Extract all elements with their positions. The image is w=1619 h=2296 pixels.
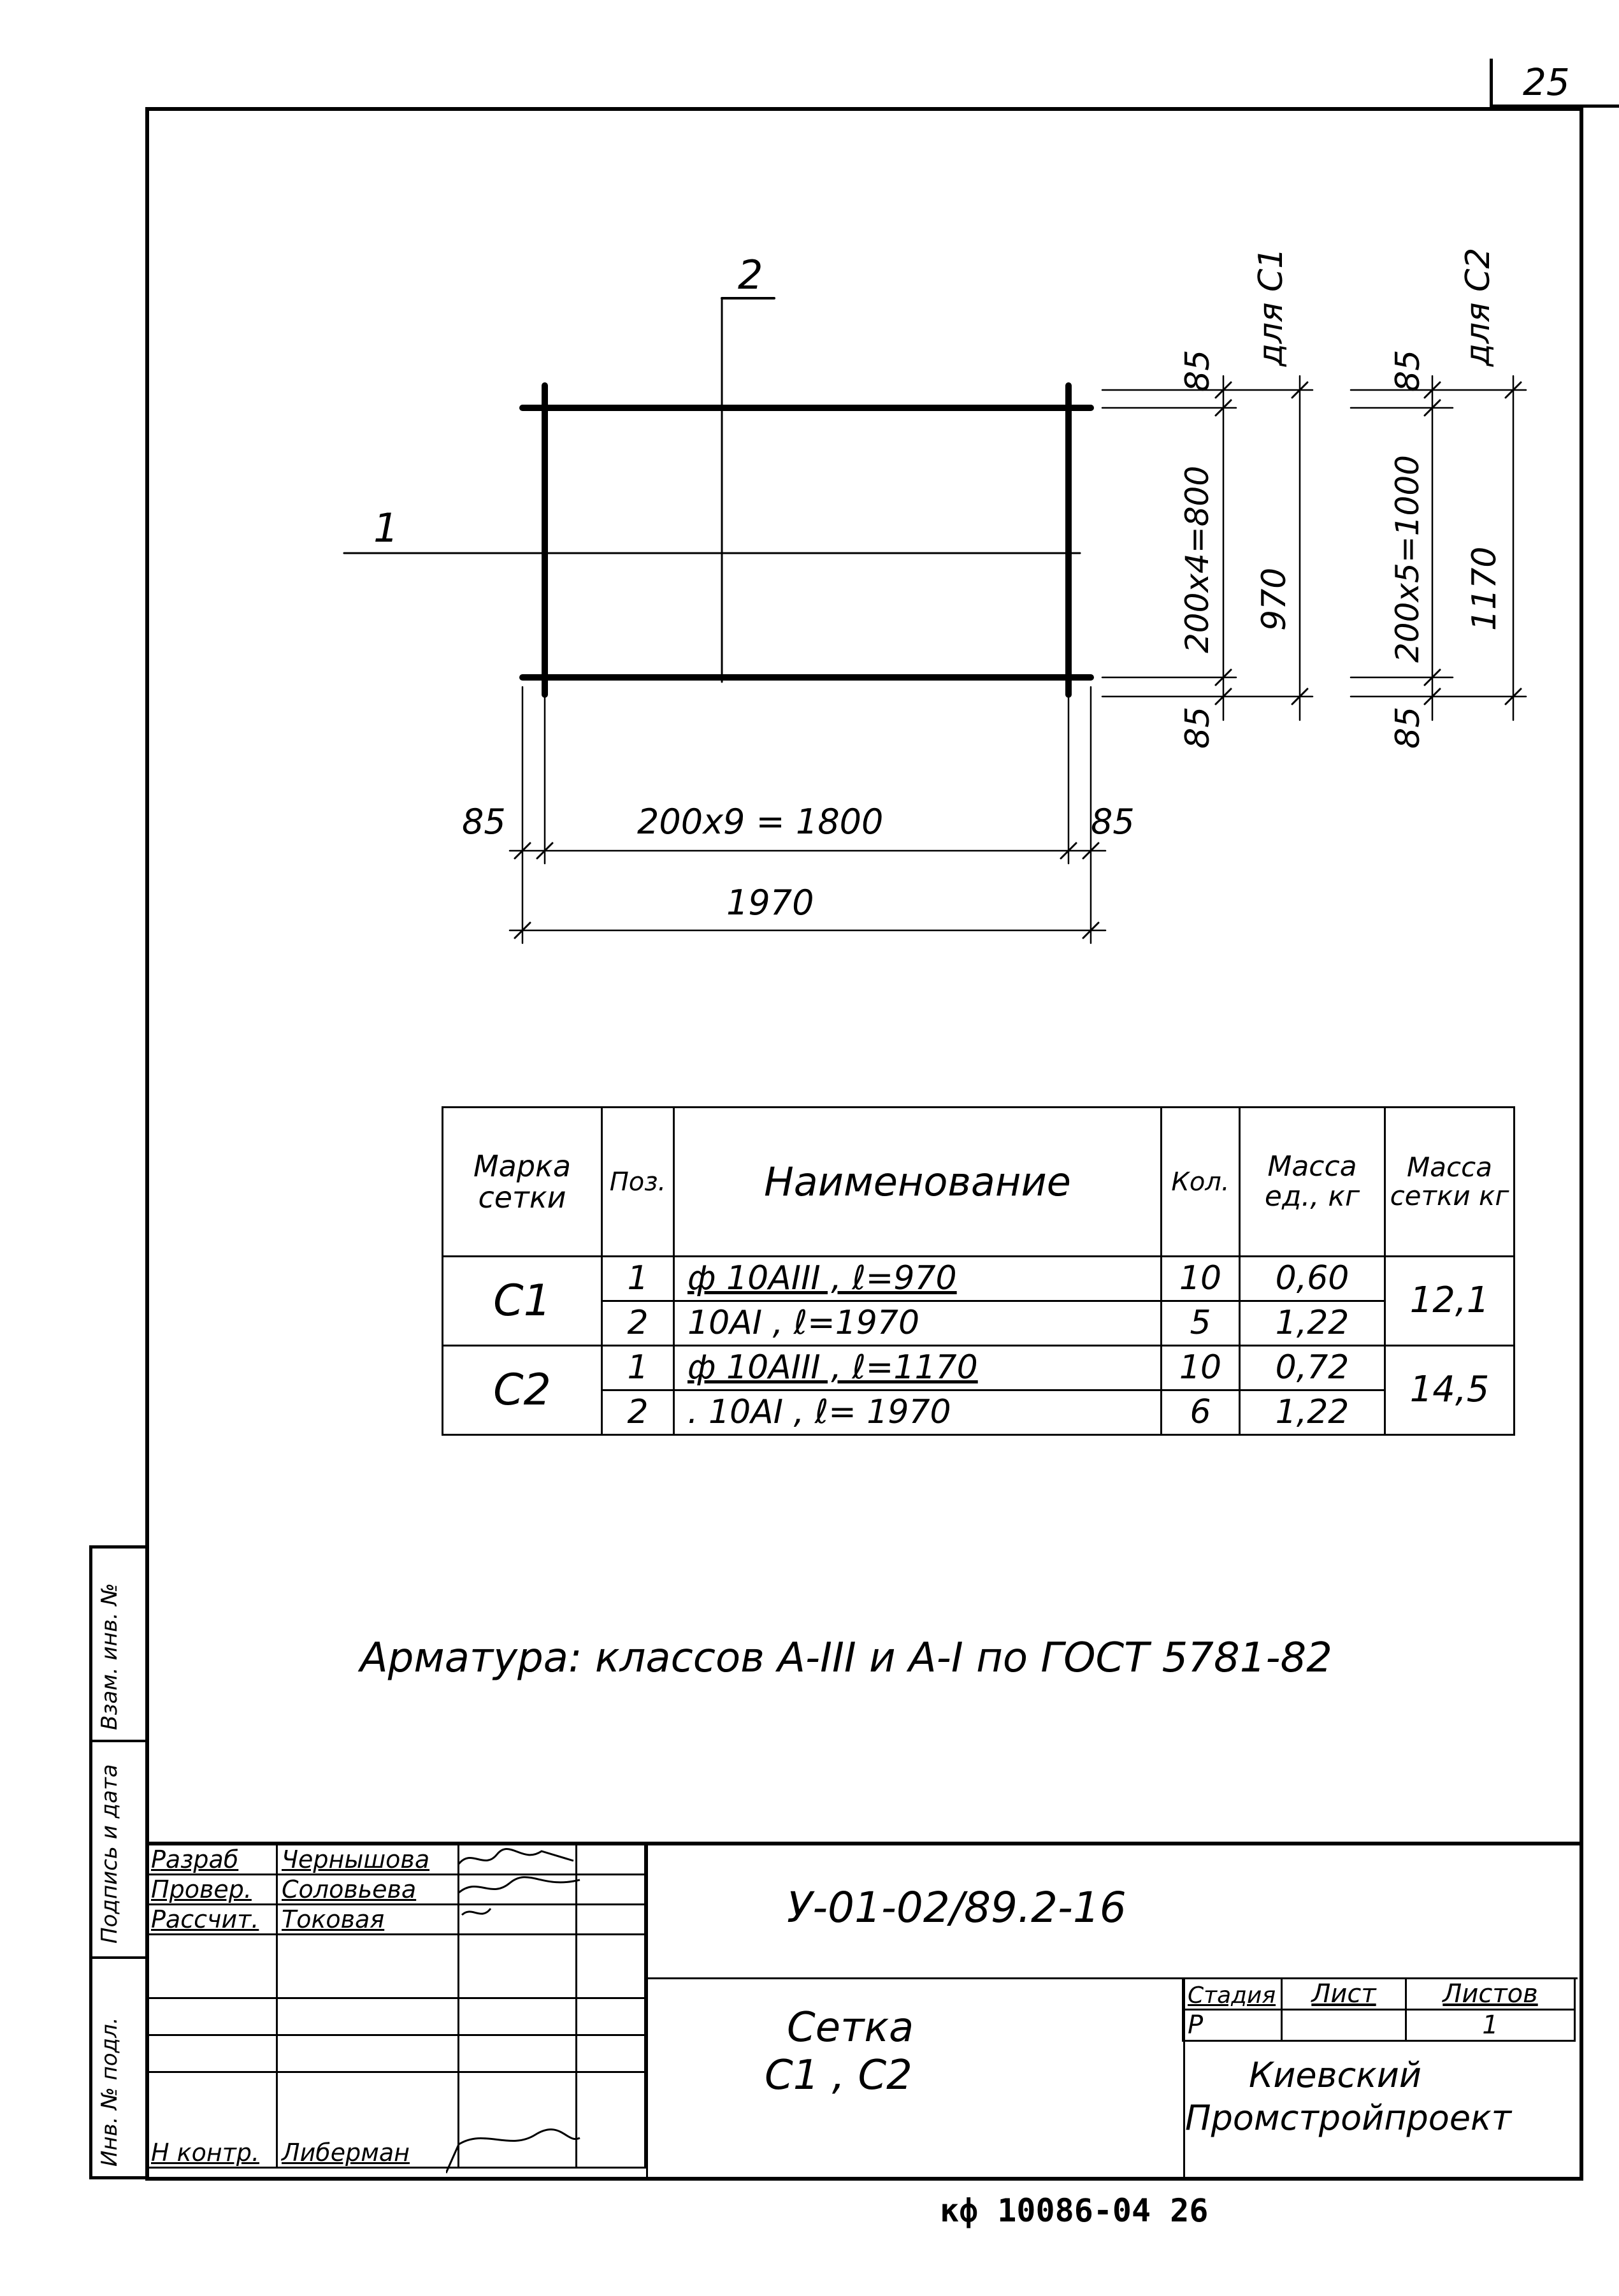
mark-c2: С2 [443,1346,602,1435]
unit-mass-cell: 0,72 [1240,1346,1385,1390]
name-cell [277,1998,459,2035]
vdim-c2-middle: 200х5=1000 [1389,455,1426,663]
side-field-inv-no: Инв. № подл. [97,2017,122,2167]
table-row [443,1390,1515,1435]
name-cell: . 10АI , ℓ= 1970 [674,1390,1162,1435]
sheets-label: Листов [1406,1979,1575,2010]
section-mark-1: 1 [373,505,399,551]
table-row [443,1301,1515,1346]
role-cell: Н контр. [147,2072,277,2168]
mark-c1: С1 [443,1257,602,1346]
unit-mass-cell: 0,60 [1240,1257,1385,1301]
qty-cell: 10 [1162,1346,1240,1390]
pos-cell: 1 [602,1257,674,1301]
spec-header-row [443,1108,1515,1257]
name-cell: 10АI , ℓ=1970 [674,1301,1162,1346]
unit-mass-cell: 1,22 [1240,1390,1385,1435]
qty-cell: 10 [1162,1257,1240,1301]
qty-cell: 6 [1162,1390,1240,1435]
name-cell: Чернышова [277,1845,459,1875]
vdim-c2-top: 85 [1389,349,1427,392]
table-row [443,1346,1515,1390]
header-mark: Марка сетки [443,1108,602,1257]
hdim-middle: 200х9 = 1800 [637,802,884,842]
table-row [443,1257,1515,1301]
pos-cell: 2 [602,1301,674,1346]
signature-scribbles [446,1845,650,2176]
vdim-c1-middle: 200х4=800 [1179,465,1216,653]
sheets-value: 1 [1406,2010,1575,2041]
spec-table [442,1106,1515,1436]
org-line-1: Киевский [1249,2055,1421,2095]
org-line-2: Промстройпроект [1185,2098,1512,2138]
mesh-mass-c2: 14,5 [1385,1346,1515,1435]
stage-value: Р [1183,2010,1282,2041]
pos-cell: 2 [602,1390,674,1435]
hdim-end-right: 85 [1091,802,1135,842]
vdim-c1-top: 85 [1179,349,1217,392]
name-cell: Соловьева [277,1875,459,1905]
qty-cell: 5 [1162,1301,1240,1346]
header-unit-mass: Масса ед., кг [1240,1108,1385,1257]
reinforcement-note: Арматура: классов А-III и А-I по ГОСТ 5781-82 [360,1635,1332,1682]
hdim-end-left: 85 [462,802,506,842]
sheet-label: Лист [1282,1979,1406,2010]
signature-norm-control [446,2130,580,2173]
sheet-value [1282,2010,1406,2041]
role-cell [147,1998,277,2035]
name-cell: ф 10АIII , ℓ=1170 [674,1346,1162,1390]
vdim-c2-bottom: 85 [1389,706,1427,749]
vdim-c2-label: для С2 [1459,247,1497,366]
role-cell: Провер. [147,1875,277,1905]
header-pos: Поз. [602,1108,674,1257]
mesh-drawing [0,0,1619,1020]
name-cell [277,1935,459,1998]
hdim-overall: 1970 [726,883,814,923]
bottom-stamp: кф 10086-04 26 [940,2192,1209,2229]
role-cell [147,2035,277,2072]
vdim-c1-bottom: 85 [1179,706,1217,749]
header-qty: Кол. [1162,1108,1240,1257]
vdim-c2-overall: 1170 [1465,546,1504,631]
unit-mass-cell: 1,22 [1240,1301,1385,1346]
role-cell [147,1935,277,1998]
title-line-2: С1 , С2 [765,2052,912,2099]
title-line-1: Сетка [787,2004,914,2051]
mesh-mass-c1: 12,1 [1385,1257,1515,1346]
doc-code: У-01-02/89.2-16 [787,1883,1126,1932]
sheet-corner-number: 25 [1523,61,1570,104]
name-cell [277,2035,459,2072]
title-cell [646,1977,1185,2177]
stage-label: Стадия [1183,1979,1282,2010]
name-cell: ф 10АIII , ℓ=970 [674,1257,1162,1301]
signature-calculator [462,1909,491,1915]
vdim-c1-overall: 970 [1255,567,1293,631]
side-field-signature-date: Подпись и дата [97,1764,122,1944]
signature-checker [459,1877,580,1893]
pos-cell: 1 [602,1346,674,1390]
name-cell: Либерман [277,2072,459,2168]
role-cell: Разраб [147,1845,277,1875]
header-mesh-mass: Масса сетки кг [1385,1108,1515,1257]
vdim-c1-label: для С1 [1252,247,1290,366]
stage-sheet-table [1182,1977,1576,2042]
signature-developer [459,1849,573,1864]
section-mark-2: 2 [738,252,763,298]
header-name: Наименование [674,1108,1162,1257]
name-cell: Токовая [277,1905,459,1935]
side-field-replaces-inv: Взам. инв. № [97,1583,122,1730]
role-cell: Рассчит. [147,1905,277,1935]
